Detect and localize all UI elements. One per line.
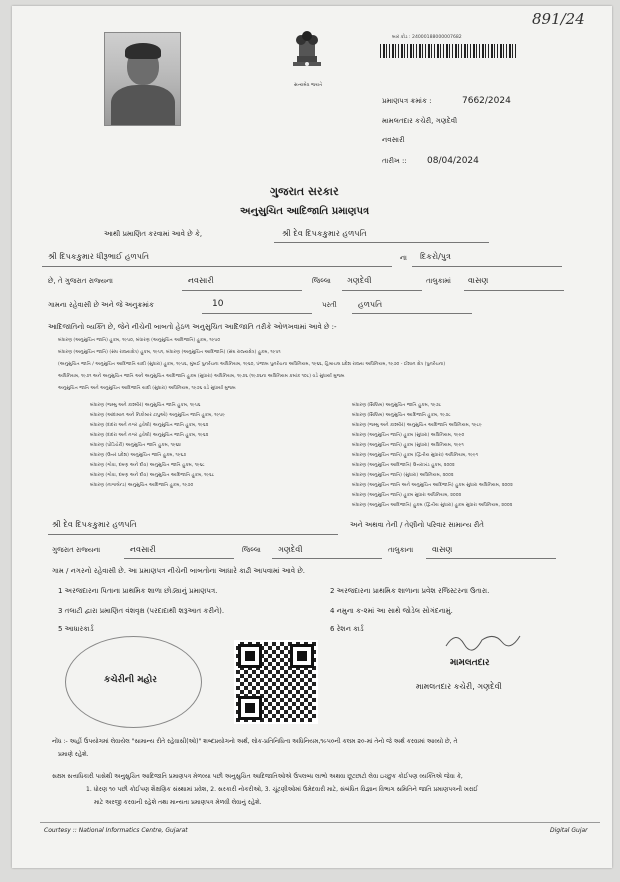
family-gam-line: ગામ / નગરનો રહેવાસી છે. આ પ્રમાણપત્ર નીચેની બાબતોના આધારે કાઢી આપવામાં આવે છે. — [52, 567, 305, 575]
cert-no-label: પ્રમાણપત્ર ક્રમાંક : — [382, 97, 432, 105]
list-item: અનુસુચિત જાતિ અને અનુસુચિત આદિજાતિ યાદી (સુધારા) અધિનિયમ, ૧૯૭૬ વડે સુધાર્યા મુજબ — [58, 386, 236, 391]
taluka-value: વાસણ — [468, 276, 489, 285]
relation-value: દિકરો/પુત્ર — [420, 252, 451, 261]
aadi-line: આદિજાતિનો વ્યક્તિ છે, જેને નીચેની બાબતો હેઠળ અનુસુચિત આદિજાતિ તરીકે ઓળખવામાં આવે છે :- — [48, 323, 337, 331]
date-label: તારીખ :: — [382, 157, 407, 165]
district-value: નવસારી — [188, 276, 214, 285]
cert-no-value: 7662/2024 — [462, 96, 511, 106]
basis-item: 5 આધારકાર્ડ — [58, 625, 94, 633]
seal-label: કચેરીની મહોર — [104, 675, 157, 685]
parti-value: હળપતિ — [358, 300, 383, 309]
basis-item: 3 તલાટી દ્વારા પ્રમાણિત વંશવૃક્ષ (પરદાદાથી શરૂઆત કરીને). — [58, 607, 225, 615]
certify-text: આથી પ્રમાણિત કરવામાં આવે છે કે, — [104, 230, 203, 238]
list-item: બંધારણ (અનુસુચિત જાતિ) (સુધારા) અધિનિયમ, ૨૦૦૨ — [352, 473, 454, 478]
footnote-1b: પ્રમાણે રહેશે. — [58, 751, 89, 758]
digital-gujarat-text: Digital Gujar — [550, 827, 588, 834]
jilla-label: જિલ્લા — [312, 277, 331, 285]
list-item: બંધારણ (દાદરા અને નગર હવેલી) અનુસુચિત જાતિ હુકમ, ૧૯૬૨ — [90, 423, 209, 428]
list-item: (અનુસુચિત જાતિ / અનુસુચિત આદિજાતિ યાદી (સુધારા) હુકમ, ૧૯૫૬, મુંબઈ પુનર્રચના અધિનિયમ, ૧૯૬૦, પંજાબ પુનર્રચના અધિનિયમ, ૧૯૬૬, હિમાચલ પ્રદેશ રાજ્ય અધિનિયમ, ૧૯૭૦ - ઈશાન ક્ષેત્ર (પુનર્રચના) — [58, 362, 446, 367]
certificate-page — [12, 6, 612, 868]
name-top: શ્રી દેવ દિપકકુમાર હળપતિ — [282, 229, 367, 238]
date-value: 08/04/2024 — [427, 156, 479, 166]
na-label: ના — [400, 254, 407, 262]
parti-label: પરતી — [322, 301, 337, 309]
family-taluka-label: તાલુકાના — [388, 546, 414, 554]
family-jilla-label: જિલ્લા — [242, 546, 261, 554]
anukram-value: 10 — [212, 299, 224, 309]
jilla-value: ગણદેવી — [347, 276, 372, 285]
list-item: બંધારણ (અનુસુચિત જાતિ) હુકમ (દ્વિતીય સુધારા) અધિનિયમ, ૧૯૯૧ — [352, 453, 479, 458]
list-item: બંધારણ (અનુસુચિત જાતિ) હુકમ (સુધારા) અધિનિયમ, ૧૯૯૦ — [352, 433, 465, 438]
footnote-3: 1. ધોરણ ૧૦ પછી કોઈપણ શૈક્ષણિક સંસ્થામાં પ્રવેશ, 2. સરકારી નોકરીઓ, 3. ચૂંટણીઓમાં ઉમેદવારી માટે, સંબંધિત વિજ્ઞાન વિભાગ સમિતિને જાતિ પ્રમાણપત્રની ખરાઈ — [86, 786, 479, 793]
cert-title: અનુસુચિત આદિજાતિ પ્રમાણપત્ર — [240, 206, 370, 217]
list-item: બંધારણ (સિક્કિમ) અનુસુચિત આદિજાતિ હુકમ, ૧૯૭૮ — [352, 413, 451, 418]
gov-title: ગુજરાત સરકાર — [270, 185, 339, 198]
list-item: બંધારણ (જમ્મુ અને કાશ્મીર) અનુસુચિત જાતિ હુકમ, ૧૯૫૬ — [90, 403, 201, 408]
state-label: છે, તે ગુજરાત રાજ્યના — [48, 277, 113, 285]
courtesy-text: Courtesy :: National Informatics Centre, Gujarat — [44, 827, 188, 834]
list-item: બંધારણ (અનુસુચિત જાતિ) હુકમ (સુધારા) અધિનિયમ, ૧૯૯૧ — [352, 443, 464, 448]
footnote-2: સક્ષમ સત્તાધિકારી પાસેથી અનુસુચિત આદિજાતિ પ્રમાણપત્ર મેળવ્યા પછી અનુસુચિત આદિજાતિઓએ ઉપલબ્ધ લાભો અથવા છૂટછાટો લેવા ઇચ્છુક કોઈપણ વ્યક્તિએ જેવા કે, — [52, 773, 463, 780]
signature-office: મામલતદાર કચેરી, ગણદેવી — [416, 682, 502, 691]
taluka-label: તાલુકામાં — [426, 277, 451, 285]
footnote-1: નોંધ :- અહીં ઉપયોગમાં લેવાયેલ "સામાન્ય રીતે રહેવાસી(ઓ)" શબ્દપ્રયોગનો અર્થ, લોક-પ્રતિનિધિત્વ અધિનિયમ,૧૯૫૦ની કલમ ૨૦-માં તેનો જે અર્થ કરવામાં આવ્યો છે, તે — [52, 738, 458, 745]
list-item: બંધારણ (અનુસુચિત જાતિ અને અનુસુચિત આદિજાતિ) હુકમ સુધારા અધિનિયમ, ૨૦૦૨ — [352, 483, 513, 488]
list-item: બંધારણ (ગોવા, દમણ અને દીવ) અનુસુચિત જાતિ હુકમ, ૧૯૬૮ — [90, 463, 205, 468]
family-state-label: ગુજરાત રાજ્યના — [52, 546, 101, 554]
applicant-photo — [104, 32, 181, 126]
list-item: બંધારણ (સિક્કિમ) અનુસુચિત જાતિ હુકમ, ૧૯૭૮ — [352, 403, 442, 408]
signature-title: મામલતદાર — [450, 658, 490, 668]
basis-item: 1 અરજદારના પિતાના પ્રાથમિક શાળા છોડ્યાનું પ્રમાણપત્ર. — [58, 587, 218, 595]
list-item: બંધારણ (નાગાલેન્ડ) અનુસુચિત આદિજાતિ હુકમ, ૧૯૭૦ — [90, 483, 194, 488]
family-district-value: નવસારી — [130, 545, 156, 554]
district-name: નવસારી — [382, 136, 405, 144]
list-item: બંધારણ (આંદામાન અને નિકોબાર ટાપુઓ) અનુસુચિત જાતિ હુકમ, ૧૯૫૯ — [90, 413, 225, 418]
list-item: બંધારણ (પોંડિચેરી) અનુસુચિત જાતિ હુકમ, ૧૯૬૪ — [90, 443, 182, 448]
list-item: બંધારણ (અનુસુચિત આદિજાતિ) હુકમ (દ્વિતીય સુધારા) હુકમ સુધારા અધિનિયમ, ૨૦૦૨ — [352, 503, 513, 508]
office-name: મામલતદાર કચેરી, ગણદેવી — [382, 117, 458, 125]
list-item: બંધારણ (અનુસુચિત જાતિ) હુકમ, ૧૯૫૦, બંધારણ (અનુસુચિત આદિજાતિ) હુકમ, ૧૯૫૦ — [58, 338, 221, 343]
basis-item: 4 નમુના ક-૨માં આ સાથે જોડેલ સોગંદનામું. — [330, 607, 453, 615]
barcode — [380, 44, 518, 58]
list-item: બંધારણ (ઉત્તર પ્રદેશ) અનુસુચિત જાતિ હુકમ, ૧૯૬૭ — [90, 453, 187, 458]
emblem-caption: સત્યમેવ જયતે — [294, 83, 323, 88]
list-item: બંધારણ (દાદરા અને નગર હવેલી) અનુસુચિત જાતિ હુકમ, ૧૯૬૨ — [90, 433, 209, 438]
list-item: અધિનિયમ, ૧૯૭૧ અને અનુસુચિત જાતિ અને અનુસુચિત આદિજાતિ હુકમ (સુધારા) અધિનિયમ, ૧૯૭૬ (૧૯૭૬ના અધિનિયમ ક્રમાંક ૧૦૮) વડે સુધાર્યા મુજબ — [58, 374, 345, 379]
family-jilla-value: ગણદેવી — [278, 545, 303, 554]
state-emblem-icon — [287, 26, 327, 78]
handwritten-ref: 891/24 — [532, 10, 585, 28]
family-name: શ્રી દેવ દિપકકુમાર હળપતિ — [52, 520, 137, 529]
list-item: બંધારણ (અનુસુચિત આદિજાતિ) ઉત્તરાખંડ હુકમ, ૨૦૦૨ — [352, 463, 455, 468]
name-full: શ્રી દિપકકુમાર ધીરૂભાઈ હળપતિ — [48, 252, 150, 261]
signature-scribble-icon — [442, 626, 522, 656]
gam-label: ગામના રહેવાસી છે અને જે અનુક્રમાંક — [48, 301, 154, 309]
family-taluka-value: વાસણ — [432, 545, 453, 554]
basis-item: 6 રેશન કાર્ડ — [330, 625, 364, 633]
list-item: બંધારણ (અનુસુચિત જાતિ) (સંઘ રાજ્યક્ષેત્ર) હુકમ, ૧૯૫૧, બંધારણ (અનુસુચિત આદિજાતિ) (સંઘ રાજ્યક્ષેત્ર) હુકમ, ૧૯૫૧ — [58, 350, 281, 355]
list-item: બંધારણ (જમ્મુ અને કાશ્મીર) અનુસુચિત આદિજાતિ અધિનિયમ, ૧૯૮૯ — [352, 423, 482, 428]
basis-item: 2 અરજદારના પ્રાથમિક શાળાના પ્રવેશ રજિસ્ટરના ઉતારા. — [330, 587, 490, 595]
list-item: બંધારણ (ગોવા, દમણ અને દીવ) અનુસુચિત આદિજાતિ હુકમ, ૧૯૬૮ — [90, 473, 215, 478]
list-item: બંધારણ (અનુસુચિત જાતિ) હુકમ સુધારા અધિનિયમ, ૨૦૦૨ — [352, 493, 462, 498]
barcode-label: બાર કોડ : 24000188000007682 — [392, 35, 462, 40]
footnote-4: માટે અરજી કરવાની રહેશે તથા માન્યતા પ્રમાણપત્ર મેળવી લેવાનું રહેશે. — [94, 799, 262, 806]
qr-code — [234, 640, 318, 724]
family-and-text: અને અથવા તેની / તેણીનો પરિવાર સામાન્ય રીતે — [350, 521, 484, 529]
